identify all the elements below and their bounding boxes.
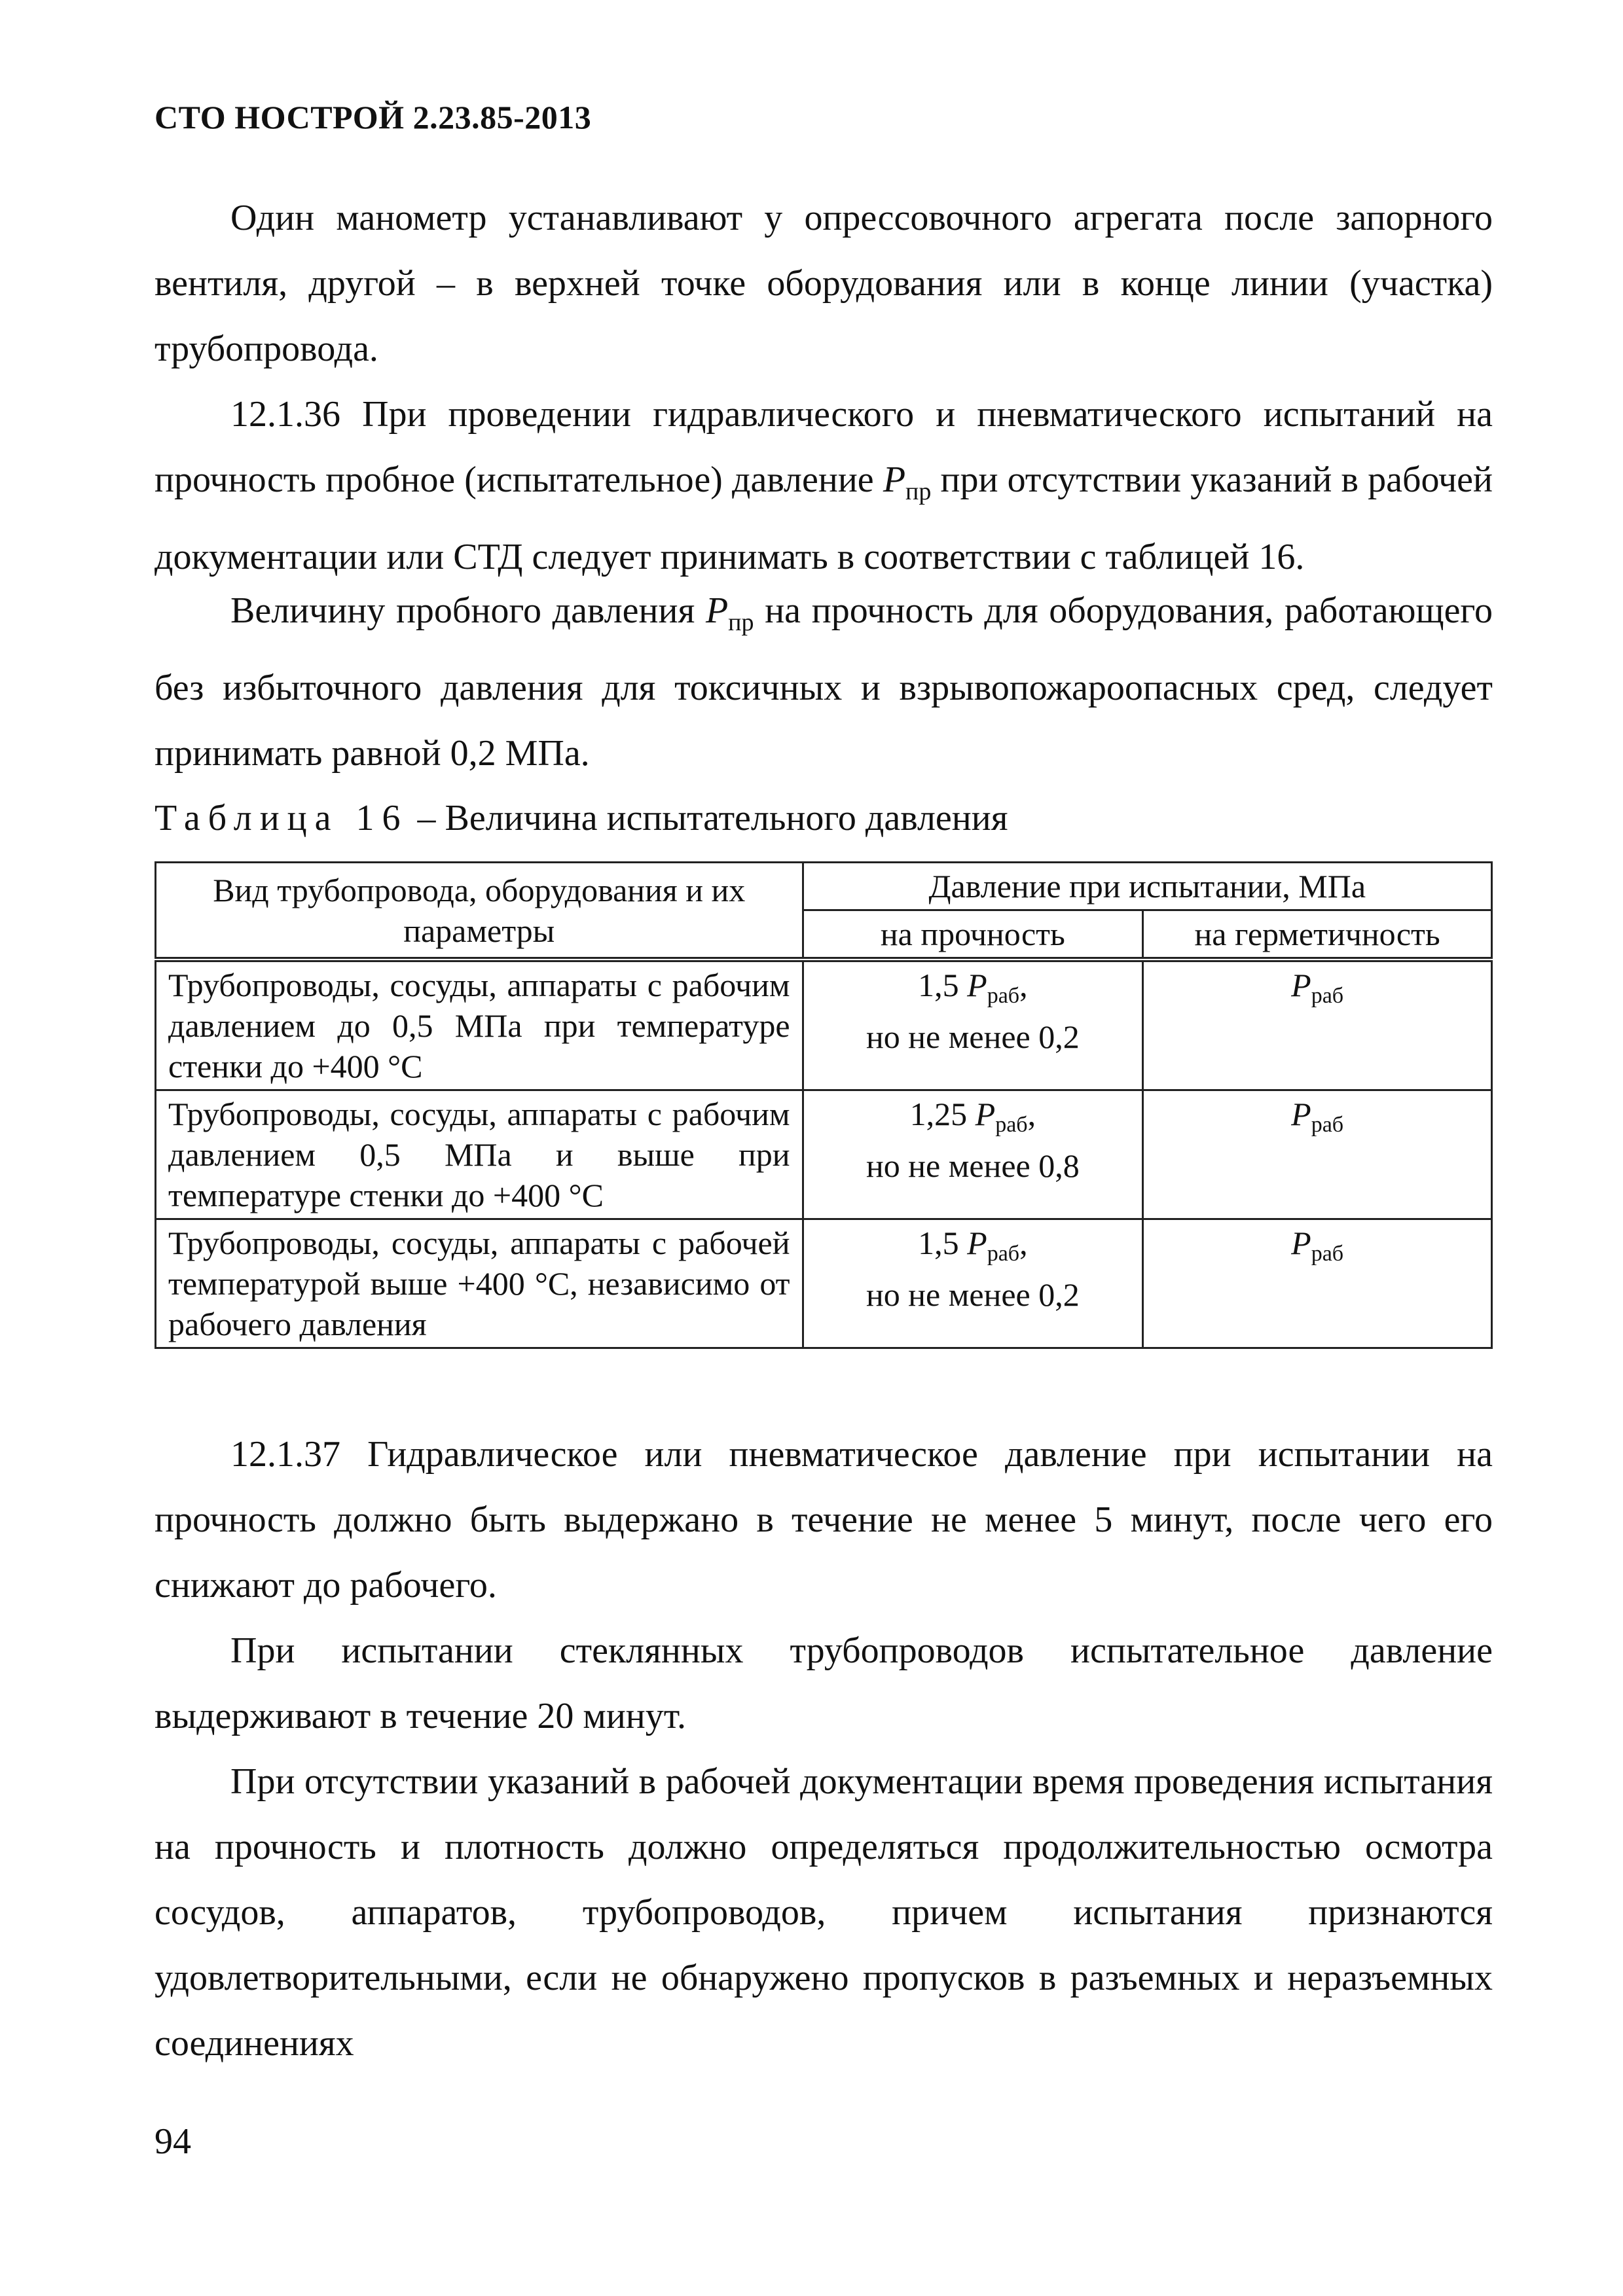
pressure-symbol: P bbox=[967, 967, 987, 1003]
pressure-symbol: P bbox=[1291, 1225, 1311, 1261]
strength-coefficient: 1,25 bbox=[909, 1096, 976, 1132]
paragraph-manometer: Один манометр устанавливают у опрессовочного агрегата после запорного вентиля, другой – в верхней точке оборудования или в конце линии (участка) трубопровода. bbox=[155, 198, 1493, 369]
paragraph-test-pressure-value bbox=[155, 578, 1493, 786]
pressure-subscript: раб bbox=[995, 1113, 1028, 1137]
table-caption bbox=[155, 797, 1008, 839]
header-test-pressure: Давление при испытании, МПа bbox=[803, 863, 1491, 910]
pressure-symbol: P bbox=[1291, 1096, 1311, 1132]
pressure-subscript: пр bbox=[728, 609, 754, 636]
table-header-row bbox=[156, 863, 1492, 910]
table-row bbox=[156, 960, 1492, 1090]
row-strength-value: 1,25 $P_{раб}$, но не менее 0,8 bbox=[803, 1090, 1143, 1219]
header-strength: на прочность bbox=[803, 910, 1143, 960]
pressure-subscript: раб bbox=[1311, 984, 1344, 1008]
header-pipeline-type: Вид трубопровода, оборудования и их параметры bbox=[156, 863, 803, 960]
row-tightness-value bbox=[1143, 960, 1492, 1090]
pressure-subscript: раб bbox=[1311, 1242, 1344, 1266]
test-pressure-table bbox=[155, 861, 1493, 1349]
table-row bbox=[156, 1090, 1492, 1219]
paragraph-text: 12.1.36 При проведении гидравлического и пневматического испытаний на прочность пробное (испытательное) давление bbox=[155, 394, 1493, 500]
pressure-symbol: P bbox=[967, 1225, 987, 1261]
row-strength-value: 1,5 $P_{раб}$, но не менее 0,2 bbox=[803, 1219, 1143, 1348]
page-number: 94 bbox=[155, 2121, 191, 2162]
paragraph-12-1-36 bbox=[155, 382, 1493, 590]
pressure-subscript: раб bbox=[1311, 1113, 1344, 1137]
row-description: Трубопроводы, сосуды, аппараты с рабочим давлением 0,5 МПа и выше при температуре стенки до +400 °С bbox=[156, 1090, 803, 1219]
header-tightness: на герметичность bbox=[1143, 910, 1492, 960]
pressure-subscript: пр bbox=[905, 478, 932, 505]
table-caption-text: – Величина испытательного давления bbox=[408, 798, 1008, 838]
paragraph-text: Величину пробного давления bbox=[230, 590, 706, 631]
strength-minimum: но не менее 0,2 bbox=[866, 1276, 1080, 1313]
pressure-symbol: P bbox=[883, 459, 906, 500]
paragraph-text: на прочность для оборудования, работающего без избыточного давления для токсичных и взрывопожароопасных сред, следует принимать равной 0,2 МПа. bbox=[155, 590, 1493, 774]
pressure-symbol: P bbox=[705, 590, 729, 631]
row-description: Трубопроводы, сосуды, аппараты с рабочим давлением до 0,5 МПа при температуре стенки до +400 °С bbox=[156, 960, 803, 1090]
strength-minimum: но не менее 0,8 bbox=[866, 1147, 1080, 1184]
pressure-subscript: раб bbox=[987, 984, 1020, 1008]
pressure-subscript: раб bbox=[987, 1242, 1020, 1266]
pressure-symbol: P bbox=[975, 1096, 996, 1132]
strength-coefficient: 1,5 bbox=[918, 967, 968, 1003]
row-tightness-value bbox=[1143, 1219, 1492, 1348]
row-tightness-value bbox=[1143, 1090, 1492, 1219]
strength-coefficient: 1,5 bbox=[918, 1225, 968, 1261]
paragraph-glass-pipelines: При испытании стеклянных трубопроводов испытательное давление выдерживают в течение 20 минут. bbox=[155, 1630, 1493, 1736]
strength-minimum: но не менее 0,2 bbox=[866, 1018, 1080, 1055]
paragraph-12-1-37: 12.1.37 Гидравлическое или пневматическое давление при испытании на прочность должно быть выдержано в течение не менее 5 минут, после чего его снижают до рабочего. bbox=[155, 1434, 1493, 1605]
pressure-symbol: P bbox=[1291, 967, 1311, 1003]
row-description: Трубопроводы, сосуды, аппараты с рабочей температурой выше +400 °С, независимо от рабочего давления bbox=[156, 1219, 803, 1348]
document-header: СТО НОСТРОЙ 2.23.85-2013 bbox=[155, 99, 592, 135]
table-caption-label: Таблица 16 bbox=[155, 798, 409, 838]
paragraph-test-duration: При отсутствии указаний в рабочей документации время проведения испытания на прочность и плотность должно определяться продолжительностью осмотра сосудов, аппаратов, трубопроводов, причем испытания признаются удовлетворительными, если не обнаружено пропусков в разъемных и неразъемных соединениях bbox=[155, 1761, 1493, 2064]
paragraph-text: при отсутствии указаний в рабочей документации или СТД следует принимать в соответствии с таблицей 16. bbox=[155, 459, 1493, 577]
row-strength-value: 1,5 $P_{раб}$, но не менее 0,2 bbox=[803, 960, 1143, 1090]
table-row bbox=[156, 1219, 1492, 1348]
